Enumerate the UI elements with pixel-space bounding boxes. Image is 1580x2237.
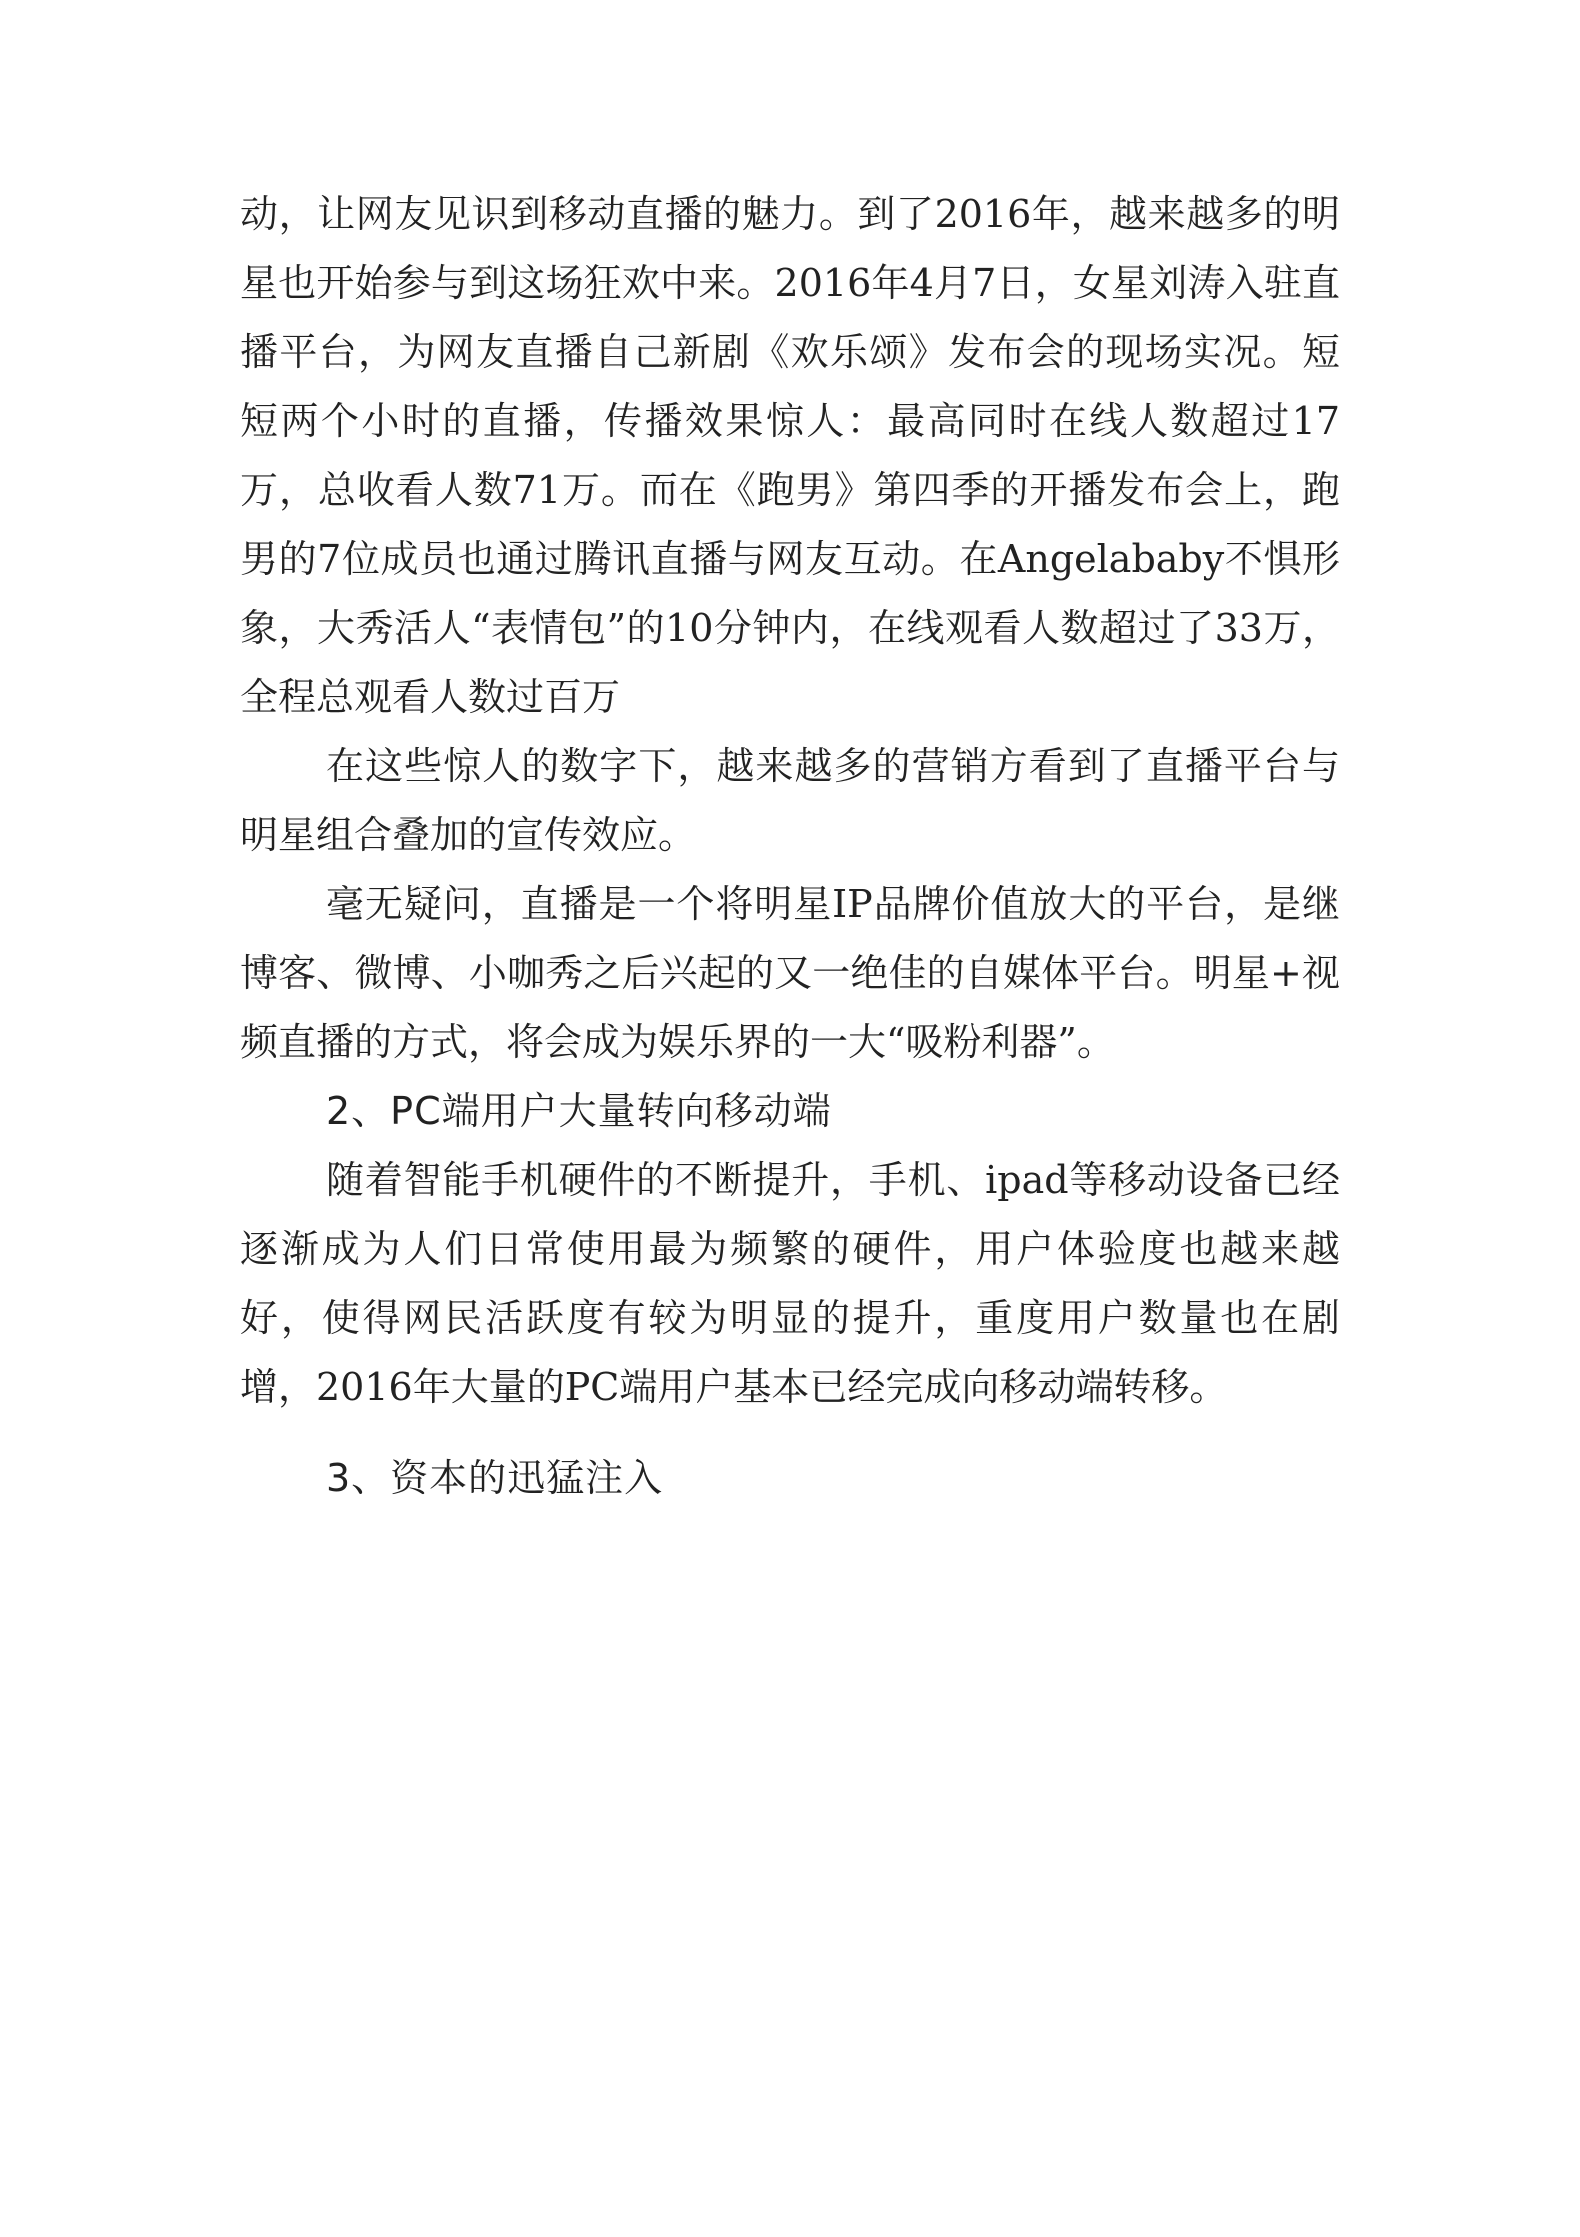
document-body xyxy=(240,180,1340,1513)
section-heading-capital-injection: 3、资本的迅猛注入 xyxy=(326,1456,664,1500)
paragraph-marketing-effect: 在这些惊人的数字下，越来越多的营销方看到了直播平台与明星组合叠加的宣传效应。 xyxy=(240,744,1340,857)
section-heading-pc-to-mobile: 2、PC端用户大量转向移动端 xyxy=(326,1089,832,1133)
paragraph-live-stream-celebrities: 动，让网友见识到移动直播的魅力。到了2016年，越来越多的明星也开始参与到这场狂欢中来。2016年4月7日，女星刘涛入驻直播平台，为网友直播自己新剧《欢乐颂》发布会的现场实况。短短两个小时的直播，传播效果惊人：最高同时在线人数超过17万，总收看人数71万。而在《跑男》第四季的开播发布会上，跑男的7位成员也通过腾讯直播与网友互动。在Angelababy不惧形象，大秀活人“表情包”的10分钟内，在线观看人数超过了33万，全程总观看人数过百万 xyxy=(240,192,1340,719)
paragraph-mobile-migration: 随着智能手机硬件的不断提升，手机、ipad等移动设备已经逐渐成为人们日常使用最为频繁的硬件，用户体验度也越来越好，使得网民活跃度有较为明显的提升，重度用户数量也在剧增，2016年大量的PC端用户基本已经完成向移动端转移。 xyxy=(240,1158,1340,1409)
paragraph-ip-platform: 毫无疑问，直播是一个将明星IP品牌价值放大的平台，是继博客、微博、小咖秀之后兴起的又一绝佳的自媒体平台。明星+视频直播的方式，将会成为娱乐界的一大“吸粉利器”。 xyxy=(240,882,1340,1064)
